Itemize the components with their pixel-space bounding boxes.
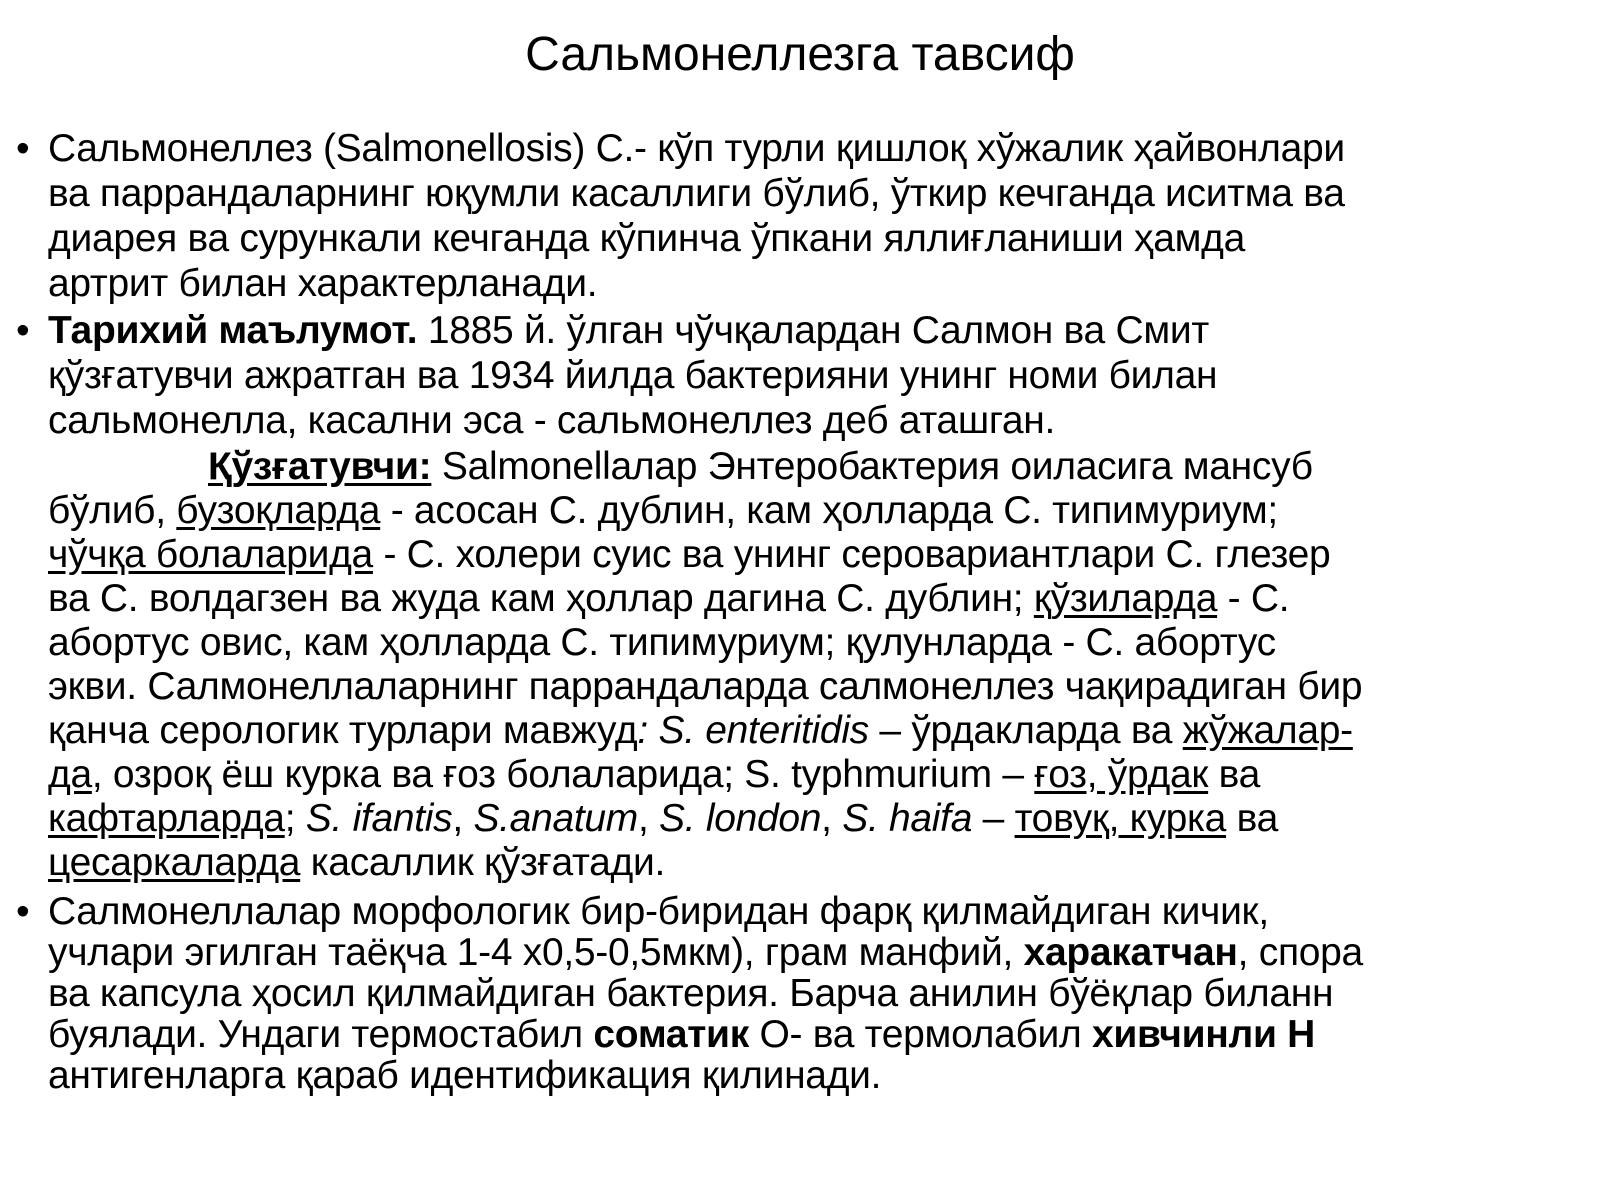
underlined-term: товуқ, курка [1014,797,1227,840]
text-run: - С. холери суис ва унинг серовариантлари С. глезер [372,533,1331,576]
text-line: ва капсула ҳосил қилмайдиган бактерия. Барча анилин бўёқлар биланн [48,972,1334,1015]
underlined-term: жўжалар- [1182,709,1353,752]
pathogen-heading: Қўзғатувчи: [208,445,432,488]
text-run: ва [1208,753,1261,796]
paragraph-history [48,308,1596,443]
text-run: буялади. Ундаги термостабил [48,1013,594,1056]
text-run: ва С. волдагзен ва жуда кам ҳоллар дагина С. дублин; [48,577,1034,620]
species-name: S.anatum [473,797,638,840]
text-line: антигенларга қараб идентификация қилинади. [48,1054,882,1097]
underlined-term: ғоз, ўрдак [1034,753,1209,796]
text-line: артрит билан характерланади. [48,262,598,305]
slide-body [48,126,1596,1096]
underlined-term: чўчқа болаларида [48,533,373,576]
bold-term: харакатчан [1023,931,1238,974]
text-line: экви. Салмонеллаларнинг паррандаларда салмонеллез чақирадиган бир [48,665,1363,708]
text-line: сальмонелла, касални эса - сальмонеллез деб аташган. [48,399,1056,442]
text-run: учлари эгилган таёқча 1-4 х0,5-0,5мкм), грам манфий, [48,931,1024,974]
text-run: , спора [1237,931,1363,974]
underlined-term: бузоқларда [176,489,381,532]
text-run: Salmonellалар Энтеробактерия оиласига мансуб [431,445,1313,488]
text-line: абортус овис, кам ҳолларда С. типимуриум; қулунларда - С. абортус [48,621,1276,664]
underlined-term: кафтарларда [48,797,285,840]
text-run: 1885 й. ўлган чўчқалардан Салмон ва Смит [417,309,1209,352]
text-run: – ўрдакларда ва [868,709,1183,752]
text-run: - асосан С. дублин, кам ҳолларда С. типимуриум; [380,489,1278,532]
text-run: : [637,709,648,752]
text-run: , [821,797,843,840]
underlined-term: цесаркаларда [48,841,301,884]
species-name: S. enteritidis [658,709,869,752]
underlined-term: қўзиларда [1033,577,1218,620]
text-run: бўлиб, [48,489,177,532]
text-line: Салмонеллалар морфологик бир-биридан фарқ қилмайдиган кичик, [48,890,1269,933]
text-line: қўзғатувчи ажратган ва 1934 йилда бактерияни унинг номи билан [48,354,1218,397]
bold-term: соматик [593,1013,749,1056]
paragraph-pathogen [48,445,1596,885]
text-run: , [637,797,660,840]
species-name: S. ifantis [305,797,453,840]
bold-term: хивчинли Н [1091,1013,1316,1056]
underlined-term: да [48,753,92,796]
paragraph-morphology [48,891,1596,1096]
text-run: О- ва термолабил [748,1013,1092,1056]
text-run: қанча серологик турлари мавжуд [48,709,638,752]
slide-title: Сальмонеллезга тавсиф [525,28,1075,81]
species-name: S. haifa [842,797,973,840]
text-run: ; [284,797,306,840]
text-run: , озроқ ёш курка ва ғоз болаларида; S. typhmurium – [91,753,1035,796]
text-run: ва [1226,797,1278,840]
species-name: S. london [659,797,822,840]
paragraph-definition [48,126,1596,306]
history-label: Тарихий маълумот. [48,309,418,352]
text-line: ва паррандаларнинг юқумли касаллиги бўлиб, ўткир кечганда иситма ва [48,172,1345,215]
text-line: Сальмонеллез (Salmonellosis) С.- кўп турли қишлоқ хўжалик ҳайвонлари [48,127,1345,170]
text-run: касаллик қўзғатади. [300,841,665,884]
text-line: диарея ва сурункали кечганда кўпинча ўпкани яллиғланиши ҳамда [48,217,1246,260]
text-run: , [452,797,474,840]
text-run: - С. [1217,577,1290,620]
text-run: – [972,797,1015,840]
text-run [648,709,659,752]
